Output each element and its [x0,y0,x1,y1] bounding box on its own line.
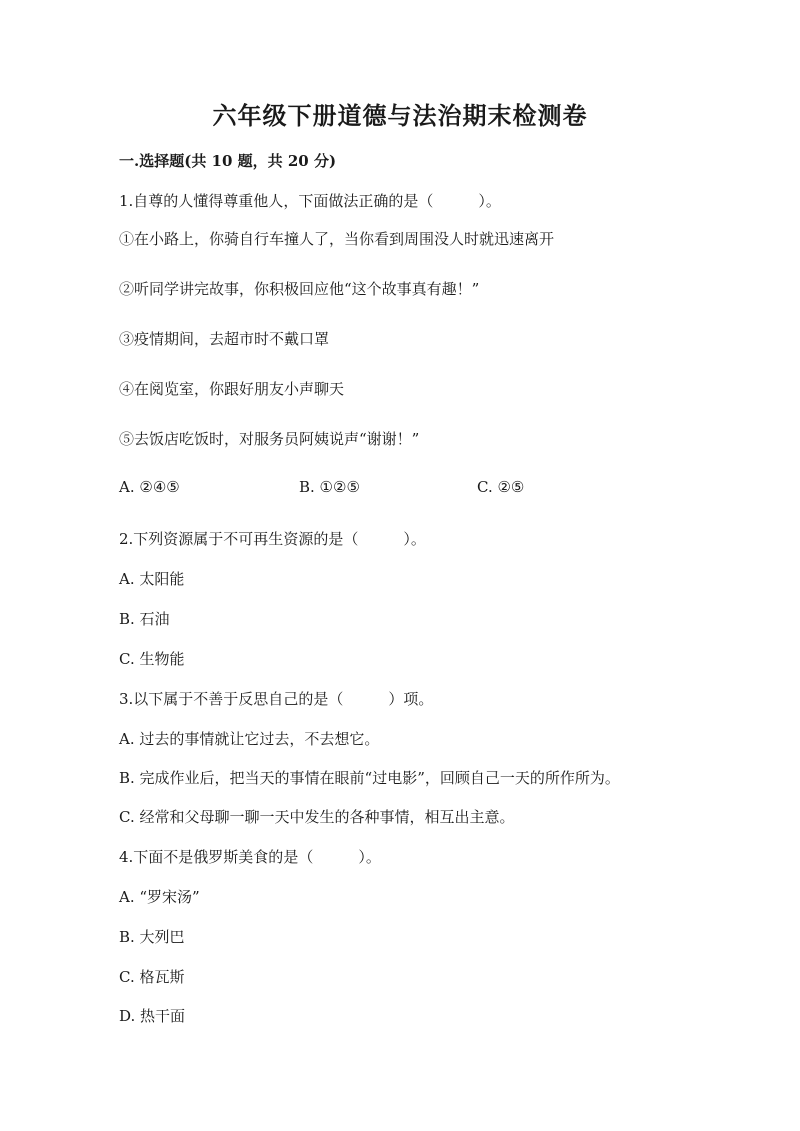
question-1-statement-1: ①在小路上，你骑自行车撞人了，当你看到周围没人时就迅速离开 [119,230,555,248]
question-1-statement-5: ⑤去饭店吃饭时，对服务员阿姨说声“谢谢！” [119,430,420,448]
question-4-option-c: C. 格瓦斯 [119,968,185,986]
question-1-statement-3: ③疫情期间，去超市时不戴口罩 [119,330,330,348]
question-4-option-b: B. 大列巴 [119,928,185,946]
question-1-option-c: C. ②⑤ [477,478,525,496]
question-2-option-c: C. 生物能 [119,650,185,668]
question-4-stem: 4.下面不是俄罗斯美食的是（ ）。 [119,848,381,866]
question-3-stem: 3.以下属于不善于反思自己的是（ ）项。 [119,690,434,708]
question-1-option-a: A. ②④⑤ [119,478,180,496]
question-1-stem: 1.自尊的人懂得尊重他人，下面做法正确的是（ ）。 [119,192,501,210]
question-2-stem: 2.下列资源属于不可再生资源的是（ ）。 [119,530,426,548]
question-1-option-b: B. ①②⑤ [299,478,360,496]
section-heading: 一.选择题(共 10 题，共 20 分) [119,152,337,170]
question-3-option-a: A. 过去的事情就让它过去，不去想它。 [119,730,380,748]
question-2-option-a: A. 太阳能 [119,570,185,588]
question-4-option-a: A. “罗宋汤” [119,888,200,906]
question-2-option-b: B. 石油 [119,610,170,628]
question-1-options [119,478,679,500]
question-1-statement-4: ④在阅览室，你跟好朋友小声聊天 [119,380,345,398]
question-3-option-c: C. 经常和父母聊一聊一天中发生的各种事情，相互出主意。 [119,808,515,826]
question-3-option-b: B. 完成作业后，把当天的事情在眼前“过电影”，回顾自己一天的所作所为。 [119,769,620,787]
question-4-option-d: D. 热干面 [119,1007,186,1025]
page-title: 六年级下册道德与法治期末检测卷 [212,101,588,130]
question-1-statement-2: ②听同学讲完故事，你积极回应他“这个故事真有趣！” [119,280,480,298]
